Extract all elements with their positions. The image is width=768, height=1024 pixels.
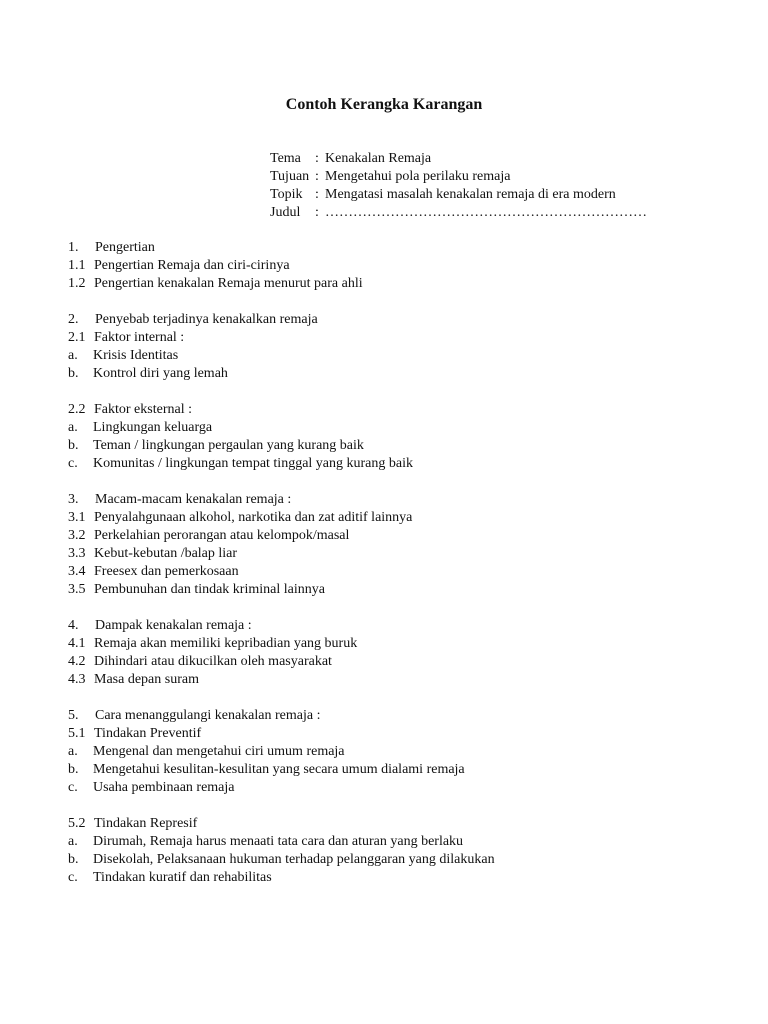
- outline-number: 3.3: [68, 546, 86, 561]
- outline-item: [68, 239, 748, 257]
- outline-item: [68, 581, 748, 599]
- outline-number: 3.5: [68, 582, 86, 597]
- outline-number: 4.3: [68, 672, 86, 687]
- outline-item: [68, 527, 748, 545]
- outline-text: Teman / lingkungan pergaulan yang kurang baik: [93, 438, 364, 453]
- outline-item: [68, 779, 748, 797]
- outline-item: [68, 833, 748, 851]
- outline-item: [68, 401, 748, 419]
- outline-item: [68, 437, 748, 455]
- outline-text: Kontrol diri yang lemah: [93, 366, 228, 381]
- info-row-tema: [270, 150, 647, 168]
- outline-text: Lingkungan keluarga: [93, 420, 213, 435]
- blank-line: [68, 599, 748, 617]
- outline-text: Perkelahian perorangan atau kelompok/masal: [94, 528, 350, 543]
- outline-number: a.: [68, 744, 78, 759]
- outline-text: Mengetahui kesulitan-kesulitan yang secara umum dialami remaja: [93, 762, 465, 777]
- outline-item: [68, 275, 748, 293]
- outline-item: [68, 617, 748, 635]
- outline-number: 1.2: [68, 276, 86, 291]
- outline-item: [68, 365, 748, 383]
- outline-text: Disekolah, Pelaksanaan hukuman terhadap pelanggaran yang dilakukan: [93, 852, 495, 867]
- blank-line: [68, 473, 748, 491]
- outline-number: a.: [68, 348, 78, 363]
- blank-line: [68, 689, 748, 707]
- outline-number: 1.: [68, 240, 79, 255]
- outline-number: b.: [68, 366, 79, 381]
- outline-text: Faktor internal :: [94, 330, 185, 345]
- outline-number: 4.: [68, 618, 79, 633]
- outline-item: [68, 707, 748, 725]
- blank-line: [68, 383, 748, 401]
- outline-item: [68, 329, 748, 347]
- outline-number: a.: [68, 420, 78, 435]
- outline-text: Pembunuhan dan tindak kriminal lainnya: [94, 582, 325, 597]
- outline-number: 2.: [68, 312, 79, 327]
- outline-number: 4.1: [68, 636, 86, 651]
- outline-text: Cara menanggulangi kenakalan remaja :: [95, 708, 321, 723]
- outline-text: Macam-macam kenakalan remaja :: [95, 492, 292, 507]
- info-row-tujuan: [270, 168, 647, 186]
- outline-text: Dirumah, Remaja harus menaati tata cara dan aturan yang berlaku: [93, 834, 464, 849]
- outline-text: Mengenal dan mengetahui ciri umum remaja: [93, 744, 345, 759]
- outline-item: [68, 815, 748, 833]
- outline-text: Pengertian Remaja dan ciri-cirinya: [94, 258, 290, 273]
- outline-item: [68, 743, 748, 761]
- outline-number: 3.4: [68, 564, 86, 579]
- outline-text: Usaha pembinaan remaja: [93, 780, 235, 795]
- info-separator: :: [315, 205, 319, 220]
- outline-number: b.: [68, 852, 79, 867]
- info-row-judul: [270, 204, 647, 222]
- info-value: ……………………………………………………………: [325, 205, 647, 220]
- outline-number: b.: [68, 438, 79, 453]
- outline-number: 2.2: [68, 402, 86, 417]
- outline-text: Remaja akan memiliki kepribadian yang buruk: [94, 636, 358, 651]
- outline-number: 2.1: [68, 330, 86, 345]
- outline-number: 3.2: [68, 528, 86, 543]
- outline-item: [68, 761, 748, 779]
- outline-item: [68, 869, 748, 887]
- outline-item: [68, 419, 748, 437]
- outline-item: [68, 653, 748, 671]
- info-separator: :: [315, 151, 319, 166]
- outline-text: Freesex dan pemerkosaan: [94, 564, 239, 579]
- outline-item: [68, 311, 748, 329]
- outline-number: 5.: [68, 708, 79, 723]
- info-label: Topik: [270, 187, 303, 202]
- outline-item: [68, 347, 748, 365]
- outline-number: a.: [68, 834, 78, 849]
- outline-number: c.: [68, 870, 78, 885]
- info-row-topik: [270, 186, 647, 204]
- outline-text: Tindakan kuratif dan rehabilitas: [93, 870, 272, 885]
- info-value: Mengetahui pola perilaku remaja: [325, 169, 511, 184]
- outline-item: [68, 509, 748, 527]
- outline-number: c.: [68, 780, 78, 795]
- outline-number: c.: [68, 456, 78, 471]
- info-value: Kenakalan Remaja: [325, 151, 432, 166]
- outline-item: [68, 851, 748, 869]
- outline-text: Pengertian: [95, 240, 155, 255]
- outline-number: b.: [68, 762, 79, 777]
- outline-item: [68, 545, 748, 563]
- outline-text: Penyebab terjadinya kenakalkan remaja: [95, 312, 318, 327]
- outline-number: 5.2: [68, 816, 86, 831]
- outline-text: Masa depan suram: [94, 672, 199, 687]
- info-label: Tema: [270, 151, 301, 166]
- info-separator: :: [315, 187, 319, 202]
- outline-text: Tindakan Preventif: [94, 726, 202, 741]
- outline-text: Penyalahgunaan alkohol, narkotika dan zat aditif lainnya: [94, 510, 413, 525]
- info-separator: :: [315, 169, 319, 184]
- outline-text: Dihindari atau dikucilkan oleh masyarakat: [94, 654, 332, 669]
- outline-text: Krisis Identitas: [93, 348, 179, 363]
- outline-number: 1.1: [68, 258, 86, 273]
- outline-number: 3.1: [68, 510, 86, 525]
- blank-line: [68, 293, 748, 311]
- outline-text: Komunitas / lingkungan tempat tinggal yang kurang baik: [93, 456, 413, 471]
- outline-item: [68, 455, 748, 473]
- document-title: Contoh Kerangka Karangan: [285, 96, 483, 113]
- essay-outline: [68, 239, 748, 887]
- essay-info-block: [270, 150, 647, 222]
- blank-line: [68, 797, 748, 815]
- outline-text: Kebut-kebutan /balap liar: [94, 546, 238, 561]
- outline-number: 4.2: [68, 654, 86, 669]
- outline-item: [68, 563, 748, 581]
- info-label: Tujuan: [270, 169, 310, 184]
- outline-item: [68, 635, 748, 653]
- info-label: Judul: [270, 205, 301, 220]
- outline-text: Tindakan Represif: [94, 816, 198, 831]
- outline-number: 5.1: [68, 726, 86, 741]
- outline-text: Pengertian kenakalan Remaja menurut para ahli: [94, 276, 363, 291]
- outline-item: [68, 725, 748, 743]
- outline-number: 3.: [68, 492, 79, 507]
- outline-text: Faktor eksternal :: [94, 402, 192, 417]
- outline-item: [68, 671, 748, 689]
- outline-text: Dampak kenakalan remaja :: [95, 618, 252, 633]
- outline-item: [68, 257, 748, 275]
- outline-item: [68, 491, 748, 509]
- info-value: Mengatasi masalah kenakalan remaja di era modern: [325, 187, 616, 202]
